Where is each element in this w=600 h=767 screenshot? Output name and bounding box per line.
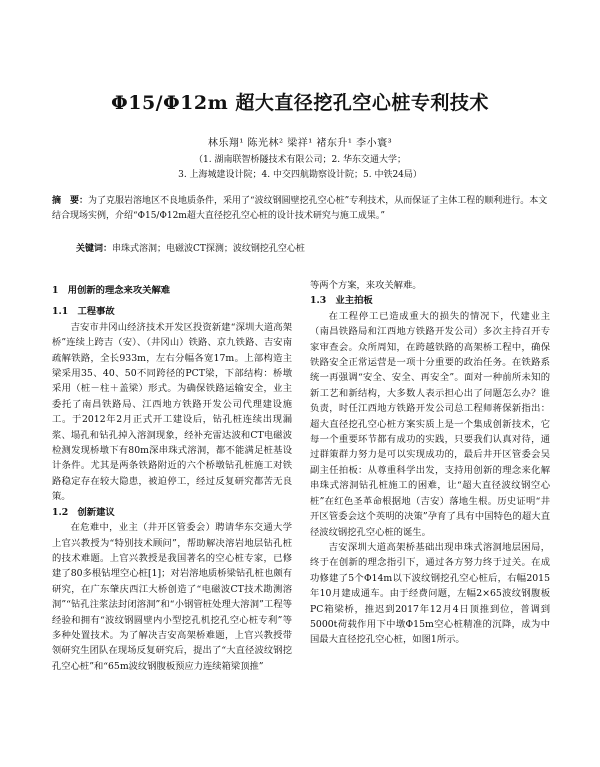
author-list: 林乐翔¹ 陈光林² 梁祥¹ 褚东升¹ 李小寰³ (207, 138, 393, 149)
subsection-heading-1-3: 1.3 业主拍板 (310, 295, 373, 307)
right-column (310, 278, 550, 648)
section-heading-1: 1 用创新的理念来攻关解难 (52, 285, 171, 296)
abstract-label: 摘 要： (52, 196, 89, 206)
paragraph-completion: 吉安深圳大道高架桥基础出现串珠式溶洞地层困局，终于在创新的理念指引下，通过各方努力终于过关。在成功修建了5个Φ14m以下波纹钢挖孔空心桩后，右幅2015年10月建成通车。由于经费问题，左幅2×65波纹钢腹板PC箱梁桥，推迟到2017年12月4日顶推到位，普调到5000t荷载作用下中墩Φ15m空心桩精准的沉降，成为中国最大直径挖孔空心桩，如图1所示。 (310, 541, 550, 646)
affiliation-line-1: （1. 湖南联智桥隧技术有限公司；2. 华东交通大学； (194, 155, 406, 165)
keywords-text: 串珠式溶洞；电磁波CT探测；波纹钢挖孔空心桩 (112, 244, 305, 254)
subsection-heading-1-1: 1.1 工程事故 (52, 306, 115, 318)
paragraph-accident: 吉安市井冈山经济技术开发区投资新建“深圳大道高架桥”连续上跨吉（安）、（井冈山）铁路、京九铁路、吉安南疏解铁路，全长933m，左右分幅各宽17m。上部构造主梁采用35、40、50不同跨径的PCT梁，下部结构：桥墩采用（桩－柱＋盖梁）形式。为确保铁路运输安全，业主委托了南昌铁路局、江西地方铁路开发公司代理建设施工。于2012年2月正式开工建设后，钻孔桩连续出现漏浆、塌孔和钻孔掉入溶洞现象，经补充雷达波和CT电磁波检测发现桥墩下有80m深串珠式溶洞，都不能满足桩基设计条件。尤其是两条铁路附近的六个桥墩钻孔桩施工对铁路稳定存在较大隐患，被迫停工，经过反复研究都苦无良策。 (52, 321, 292, 503)
keywords (76, 241, 305, 254)
subsection-heading-1-2: 1.2 创新建议 (52, 506, 115, 518)
affiliation-line-2: 3. 上海城建设计院；4. 中交四航勘察设计院；5. 中铁24局） (178, 170, 422, 180)
paragraph-innovation-proposal: 在危难中，业主（井开区管委会）聘请华东交通大学上官兴教授为“特别技术顾问”，帮助解决溶岩地层钻孔桩的技术难题。上官兴教授是我国著名的空心桩专家，已修建了80多根钻埋空心桩[1]；对岩溶地质桥梁钻孔桩也颇有研究，在广东肇庆西江大桥创造了“电磁波CT技术勘测溶洞”“钻孔注浆法封闭溶洞”和“小钢管桩处理大溶洞”工程等经验和拥有“波纹钢圆壁内小型挖孔机挖孔空心桩专利”等多种处置技术。为了解决吉安高架桥难题，上官兴教授带领研究生团队在现场反复研究后，提出了“大直径波纹钢挖孔空心桩”和“65m波纹钢腹板预应力连续箱梁顶推” (52, 522, 292, 672)
paper-title: Φ15/Φ12m 超大直径挖孔空心桩专利技术 (111, 92, 489, 114)
abstract-text: 为了克服岩溶地区不良地质条件，采用了“波纹钢圆壁挖孔空心桩”专利技术，从而保证了主体工程的顺利进行。本文结合现场实例，介绍“Φ15/Φ12m超大直径挖孔空心桩的设计技术研究与施工成果。” (52, 196, 548, 221)
paragraph-owner-decision: 在工程停工已造成重大的损失的情况下，代建业主（南昌铁路局和江西地方铁路开发公司）多次主持召开专家审查会。众所周知，在跨越铁路的高架桥工程中，确保铁路安全正常运营是一项十分重要的政治任务。在铁路系统一再强调“安全、安全、再安全”。面对一种前所未知的新工艺和新结构，大多数人表示担心出了问题怎么办？谁负责，时任江西地方铁路开发公司总工程师蒋保新指出：超大直径挖孔空心桩方案实质上是一个集成创新技术，它每一个重要环节都有成功的实践，只要我们认真对待，通过群策群力努力是可以实现成功的，最后井开区管委会吴副主任拍板：从尊重科学出发，支持用创新的理念来化解串珠式溶洞钻孔桩施工的困难，让“超大直径波纹钢空心桩”在红色圣革命根据地（吉安）落地生根。历史证明“井开区管委会这个英明的决策”孕育了具有中国特色的超大直径波纹钢挖孔空心桩的诞生。 (310, 310, 550, 538)
left-column (52, 283, 292, 674)
abstract (52, 194, 548, 224)
keywords-label: 关键词： (76, 244, 113, 254)
paragraph-continuation: 等两个方案，来攻关解难。 (310, 280, 422, 291)
